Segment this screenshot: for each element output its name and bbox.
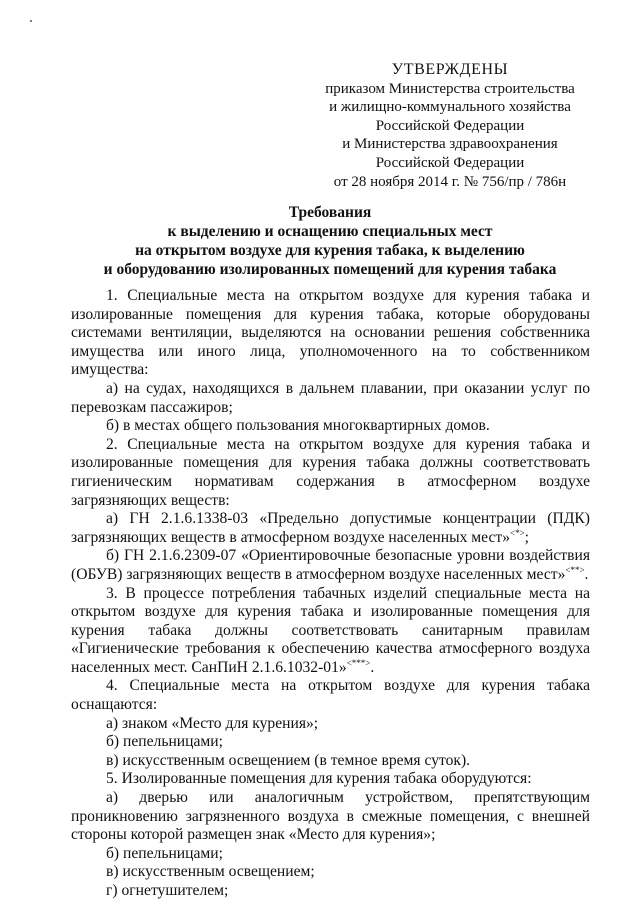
title-line: и оборудованию изолированных помещений для курения табака	[103, 261, 557, 278]
document-title	[60, 203, 600, 279]
approval-line: и жилищно-коммунального хозяйства	[329, 99, 571, 116]
approval-line: приказом Министерства строительства	[325, 80, 575, 97]
paragraph-3	[71, 585, 590, 678]
footnote-ref: <***>	[346, 657, 371, 668]
paragraph-5-item-a: а) дверью или аналогичным устройством, препятствующим проникновению загрязненного воздуха в смежные помещения, с внешней стороны которой размещен знак «Место для курения»;	[71, 789, 590, 844]
approval-block	[300, 61, 600, 191]
scan-speck	[30, 20, 32, 22]
document-body	[71, 287, 590, 901]
paragraph-5: 5. Изолированные помещения для курения табака оборудуются:	[106, 770, 532, 788]
approval-line: от 28 ноября 2014 г. № 756/пр / 786н	[333, 173, 567, 190]
paragraph-4: 4. Специальные места на открытом воздухе для курения табака оснащаются:	[71, 677, 590, 714]
approval-line: и Министерства здравоохранения	[342, 136, 558, 153]
paragraph-2: 2. Специальные места на открытом воздухе для курения табака и изолированные помещения для курения табака должны соответствовать гигиеническим нормативам содержания в атмосферном воздухе загрязняющих веществ:	[71, 435, 590, 509]
item-end: ;	[524, 528, 529, 546]
item-text: б) ГН 2.1.6.2309-07 «Ориентировочные безопасные уровни воздействия (ОБУВ) загрязняющих веществ в атмосферном воздухе населенных мест»	[71, 547, 590, 583]
paragraph-4-item-a: а) знаком «Место для курения»;	[106, 714, 319, 732]
footnote-ref: <**>	[565, 564, 585, 575]
paragraph-4-item-b: б) пепельницами;	[106, 733, 223, 751]
paragraph-2-item-b	[71, 547, 590, 584]
item-end: .	[584, 565, 589, 583]
paragraph-1-item-a: а) на судах, находящихся в дальнем плавании, при оказании услуг по перевозкам пассажиров;	[71, 379, 590, 416]
approval-line: Российской Федерации	[375, 154, 525, 171]
approval-heading: УТВЕРЖДЕНЫ	[391, 61, 509, 78]
title-line: Требования	[288, 204, 372, 221]
paragraph-end: .	[370, 658, 375, 676]
paragraph-5-item-c: в) искусственным освещением;	[106, 863, 315, 881]
paragraph-text: 3. В процессе потребления табачных изделий специальные места на открытом воздухе для курения табака и изолированные помещения для курения табака должны соответствовать санитарным правилам «Гигиенические требования к обеспечению качества атмосферного воздуха населенных мест. СанПиН 2.1.6.1032-01»	[71, 584, 590, 676]
paragraph-2-item-a	[71, 510, 590, 547]
approval-line: Российской Федерации	[375, 117, 525, 134]
paragraph-1-item-b: б) в местах общего пользования многоквартирных домов.	[106, 417, 490, 435]
paragraph-5-item-d: г) огнетушителем;	[106, 882, 229, 899]
footnote-ref: <*>	[510, 527, 525, 538]
paragraph-1: 1. Специальные места на открытом воздухе для курения табака и изолированные помещения для курения табака, которые оборудованы системами вентиляции, выделяются на основании решения собственника имущества или иного лица, уполномоченного на то собственником имущества:	[71, 287, 590, 379]
item-text: а) ГН 2.1.6.1338-03 «Предельно допустимые концентрации (ПДК) загрязняющих веществ в атмосферном воздухе населенных мест»	[71, 510, 590, 546]
paragraph-5-item-b: б) пепельницами;	[106, 844, 223, 862]
paragraph-4-item-c: в) искусственным освещением (в темное время суток).	[106, 751, 471, 769]
title-line: к выделению и оснащению специальных мест	[167, 223, 493, 240]
title-line: на открытом воздухе для курения табака, к выделению	[135, 242, 525, 259]
